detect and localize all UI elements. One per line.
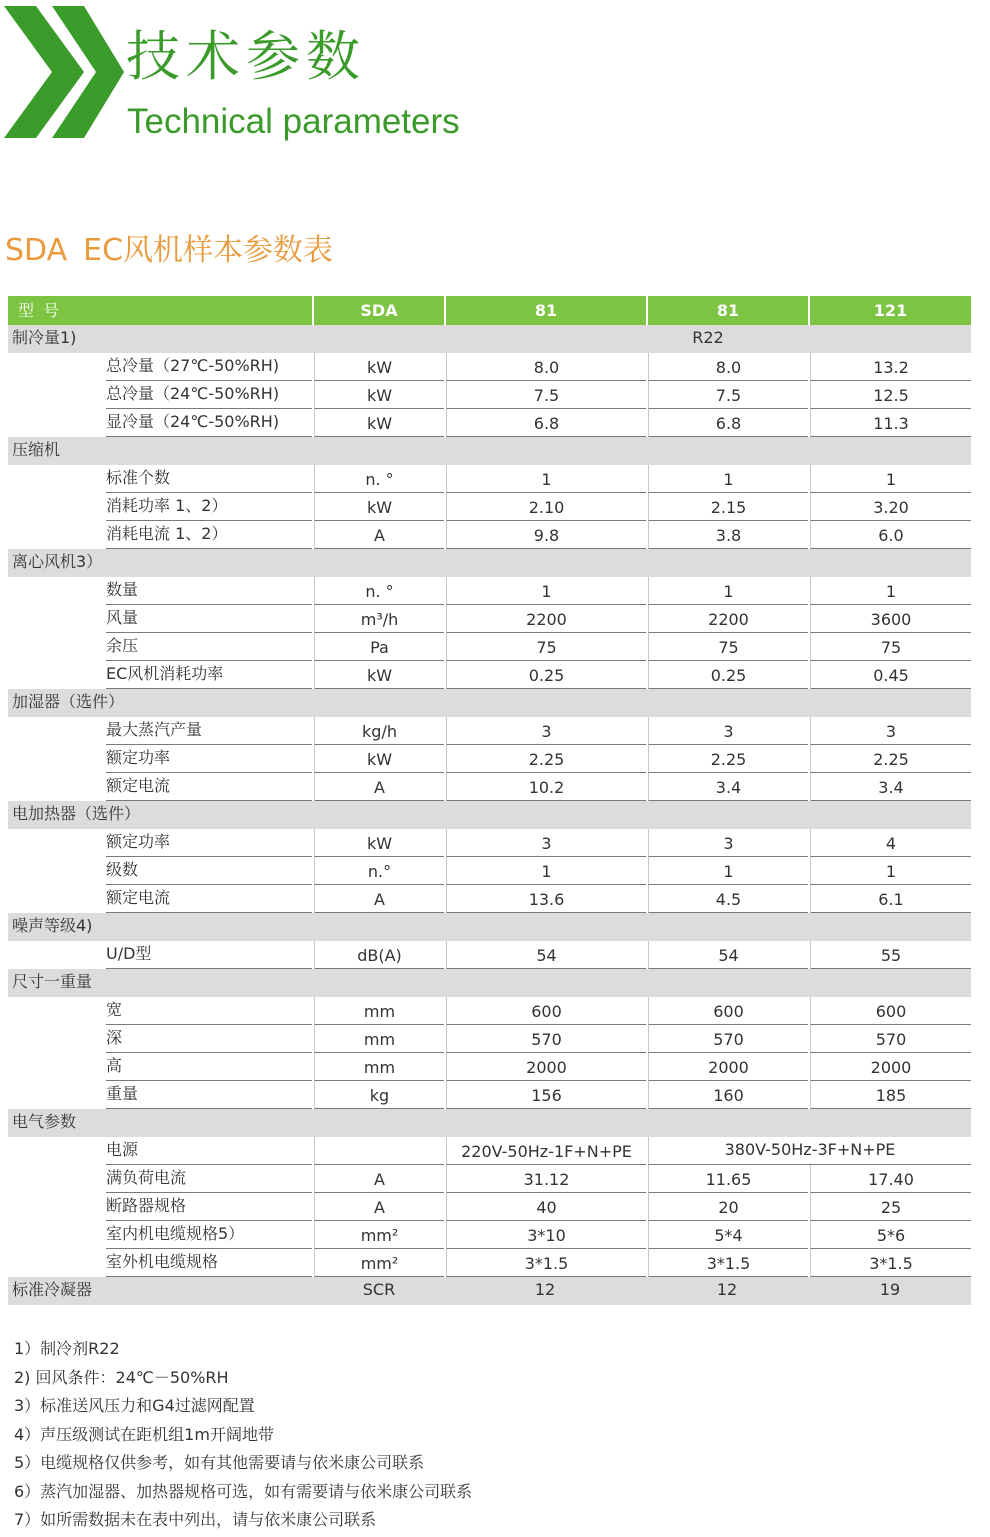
row-value-1: 1 xyxy=(446,857,646,885)
chevron-logo-icon xyxy=(0,0,130,145)
table-row xyxy=(8,1193,971,1221)
table-row xyxy=(8,409,971,437)
row-value-3: 185 xyxy=(810,1081,971,1109)
row-value-2: 3 xyxy=(648,829,808,857)
section-span-value: R22 xyxy=(692,328,724,347)
row-value-3: 3*1.5 xyxy=(810,1249,971,1277)
row-value-1: 3*10 xyxy=(446,1221,646,1249)
row-value-1: 31.12 xyxy=(446,1165,646,1193)
row-unit: A xyxy=(314,521,444,549)
final-row-value-2: 12 xyxy=(716,1280,738,1299)
section-row xyxy=(8,801,971,829)
row-value-3: 3 xyxy=(810,717,971,745)
row-unit: kW xyxy=(314,829,444,857)
row-value-1: 7.5 xyxy=(446,381,646,409)
row-label: 总冷量（27℃-50%RH) xyxy=(106,353,312,381)
final-row-label: 标准冷凝器 xyxy=(12,1280,93,1299)
table-row xyxy=(8,885,971,913)
row-label: 重量 xyxy=(106,1081,312,1109)
footnote-item: 6）蒸汽加湿器、加热器规格可选，如有需要请与依米康公司联系 xyxy=(14,1481,473,1501)
table-row xyxy=(8,1221,971,1249)
row-value-1: 2200 xyxy=(446,605,646,633)
row-value-2: 7.5 xyxy=(648,381,808,409)
row-label: 电源 xyxy=(106,1137,312,1165)
row-value-2: 5*4 xyxy=(648,1221,808,1249)
spec-table xyxy=(8,296,971,1305)
row-value-2: 3.4 xyxy=(648,773,808,801)
table-row xyxy=(8,1081,971,1109)
row-unit: kW xyxy=(314,493,444,521)
row-label: 满负荷电流 xyxy=(106,1165,312,1193)
row-value-2: 600 xyxy=(648,997,808,1025)
row-value-1: 570 xyxy=(446,1025,646,1053)
row-value-2: 6.8 xyxy=(648,409,808,437)
table-row xyxy=(8,353,971,381)
section-label: 加湿器（选件） xyxy=(12,692,125,711)
row-value-3: 5*6 xyxy=(810,1221,971,1249)
table-row xyxy=(8,1249,971,1277)
table-row xyxy=(8,717,971,745)
row-value-1: 9.8 xyxy=(446,521,646,549)
table-body xyxy=(8,325,971,1305)
row-unit: kg/h xyxy=(314,717,444,745)
row-value-1: 0.25 xyxy=(446,661,646,689)
header-col-2: 81 xyxy=(648,296,808,325)
row-label: 消耗功率 1、2） xyxy=(106,493,312,521)
table-heading-model: SDA xyxy=(5,233,68,268)
row-label: 余压 xyxy=(106,633,312,661)
row-value-2: 4.5 xyxy=(648,885,808,913)
row-value-1: 8.0 xyxy=(446,353,646,381)
table-row xyxy=(8,1165,971,1193)
footnote-item: 7）如所需数据未在表中列出，请与依米康公司联系 xyxy=(14,1510,377,1529)
table-row xyxy=(8,1137,971,1165)
row-value-1: 75 xyxy=(446,633,646,661)
row-value-1: 3 xyxy=(446,829,646,857)
row-value-2: 1 xyxy=(648,465,808,493)
header-col-1: 81 xyxy=(446,296,646,325)
row-unit: n. ° xyxy=(314,465,444,493)
row-label: 显冷量（24℃-50%RH) xyxy=(106,409,312,437)
row-value-2: 3*1.5 xyxy=(648,1249,808,1277)
final-row-value-1: 12 xyxy=(534,1280,556,1299)
row-value-3: 2000 xyxy=(810,1053,971,1081)
section-row xyxy=(8,549,971,577)
row-unit: A xyxy=(314,1193,444,1221)
section-row xyxy=(8,1109,971,1137)
row-value-1: 220V-50Hz-1F+N+PE xyxy=(446,1137,646,1165)
section-row xyxy=(8,689,971,717)
row-label: U/D型 xyxy=(106,941,312,969)
row-unit: kW xyxy=(314,353,444,381)
table-row xyxy=(8,381,971,409)
row-unit: n. ° xyxy=(314,577,444,605)
row-value-3: 13.2 xyxy=(810,353,971,381)
row-label: 额定电流 xyxy=(106,885,312,913)
row-value-2: 3.8 xyxy=(648,521,808,549)
page-title-en: Technical parameters xyxy=(127,102,460,141)
row-label: 总冷量（24℃-50%RH) xyxy=(106,381,312,409)
row-value-1: 10.2 xyxy=(446,773,646,801)
row-value-3: 570 xyxy=(810,1025,971,1053)
header-col-3: 121 xyxy=(810,296,971,325)
row-label: 标准个数 xyxy=(106,465,312,493)
row-unit: mm xyxy=(314,1025,444,1053)
row-value-1: 2000 xyxy=(446,1053,646,1081)
table-row xyxy=(8,857,971,885)
row-value-2: 1 xyxy=(648,857,808,885)
page-title-cn: 技术参数 xyxy=(126,25,366,88)
row-value-3: 1 xyxy=(810,465,971,493)
row-label: 风量 xyxy=(106,605,312,633)
section-row xyxy=(8,437,971,465)
row-value-1: 2.10 xyxy=(446,493,646,521)
row-value-2: 54 xyxy=(648,941,808,969)
table-row xyxy=(8,745,971,773)
row-label: 室内机电缆规格5） xyxy=(106,1221,312,1249)
row-label: 室外机电缆规格 xyxy=(106,1249,312,1277)
row-unit: n.° xyxy=(314,857,444,885)
row-value-2: 160 xyxy=(648,1081,808,1109)
section-row xyxy=(8,969,971,997)
row-value-1: 1 xyxy=(446,577,646,605)
row-label: 宽 xyxy=(106,997,312,1025)
row-value-2: 0.25 xyxy=(648,661,808,689)
table-row xyxy=(8,1053,971,1081)
table-row xyxy=(8,661,971,689)
row-unit: kW xyxy=(314,745,444,773)
row-value-1: 3 xyxy=(446,717,646,745)
row-value-3: 3.4 xyxy=(810,773,971,801)
row-label: 额定功率 xyxy=(106,829,312,857)
final-row-value-3: 19 xyxy=(879,1280,901,1299)
row-value-1: 156 xyxy=(446,1081,646,1109)
row-value-3: 25 xyxy=(810,1193,971,1221)
section-label: 电加热器（选件） xyxy=(12,804,141,823)
row-value-2: 75 xyxy=(648,633,808,661)
final-row xyxy=(8,1277,971,1305)
row-unit: kW xyxy=(314,381,444,409)
row-value-2: 20 xyxy=(648,1193,808,1221)
row-unit: mm xyxy=(314,997,444,1025)
row-label: 额定功率 xyxy=(106,745,312,773)
table-heading xyxy=(5,233,334,268)
row-value-3: 1 xyxy=(810,857,971,885)
row-value-2: 2.15 xyxy=(648,493,808,521)
footnote-item: 4）声压级测试在距机组1m开阔地带 xyxy=(14,1424,274,1444)
row-value-3: 0.45 xyxy=(810,661,971,689)
row-value-3: 11.3 xyxy=(810,409,971,437)
table-row xyxy=(8,521,971,549)
row-value-2-3: 380V-50Hz-3F+N+PE xyxy=(648,1137,971,1165)
row-value-1: 3*1.5 xyxy=(446,1249,646,1277)
row-unit: kW xyxy=(314,409,444,437)
row-label: 消耗电流 1、2） xyxy=(106,521,312,549)
row-value-3: 3600 xyxy=(810,605,971,633)
row-label: 额定电流 xyxy=(106,773,312,801)
row-value-3: 2.25 xyxy=(810,745,971,773)
table-row xyxy=(8,829,971,857)
row-unit: kg xyxy=(314,1081,444,1109)
section-label: 电气参数 xyxy=(12,1112,77,1131)
row-unit: dB(A) xyxy=(314,941,444,969)
row-value-2: 2000 xyxy=(648,1053,808,1081)
row-unit: mm xyxy=(314,1053,444,1081)
row-value-2: 570 xyxy=(648,1025,808,1053)
row-value-1: 6.8 xyxy=(446,409,646,437)
table-row xyxy=(8,577,971,605)
row-label: 断路器规格 xyxy=(106,1193,312,1221)
table-row xyxy=(8,465,971,493)
final-row-unit: SCR xyxy=(362,1280,396,1299)
row-value-1: 1 xyxy=(446,465,646,493)
row-label: 级数 xyxy=(106,857,312,885)
table-heading-title: EC风机样本参数表 xyxy=(83,233,334,268)
row-value-1: 2.25 xyxy=(446,745,646,773)
row-value-3: 4 xyxy=(810,829,971,857)
row-unit: mm² xyxy=(314,1221,444,1249)
row-label: 数量 xyxy=(106,577,312,605)
row-value-2: 8.0 xyxy=(648,353,808,381)
section-label: 压缩机 xyxy=(12,440,61,459)
row-label: EC风机消耗功率 xyxy=(106,661,312,689)
section-row xyxy=(8,913,971,941)
section-label: 制冷量1) xyxy=(12,328,77,347)
row-unit xyxy=(314,1137,444,1165)
row-unit: A xyxy=(314,773,444,801)
footnotes xyxy=(14,1337,714,1537)
row-label: 高 xyxy=(106,1053,312,1081)
table-header-row xyxy=(8,296,971,325)
footnote-item: 1）制冷剂R22 xyxy=(14,1339,120,1358)
row-value-1: 13.6 xyxy=(446,885,646,913)
header-unit: SDA xyxy=(314,296,444,325)
table-row xyxy=(8,941,971,969)
row-value-3: 1 xyxy=(810,577,971,605)
section-label: 噪声等级4) xyxy=(12,916,93,935)
row-value-3: 6.1 xyxy=(810,885,971,913)
row-value-3: 17.40 xyxy=(810,1165,971,1193)
row-value-1: 600 xyxy=(446,997,646,1025)
row-unit: Pa xyxy=(314,633,444,661)
table-row xyxy=(8,997,971,1025)
row-unit: kW xyxy=(314,661,444,689)
section-row xyxy=(8,325,971,353)
footnote-item: 5）电缆规格仅供参考，如有其他需要请与依米康公司联系 xyxy=(14,1453,425,1472)
footnote-item: 2) 回风条件：24℃－50%RH xyxy=(14,1367,229,1387)
row-unit: mm² xyxy=(314,1249,444,1277)
row-value-2: 11.65 xyxy=(648,1165,808,1193)
row-value-3: 55 xyxy=(810,941,971,969)
row-label: 最大蒸汽产量 xyxy=(106,717,312,745)
row-unit: A xyxy=(314,885,444,913)
header-model: 型 号 xyxy=(8,296,312,325)
row-value-3: 75 xyxy=(810,633,971,661)
row-value-2: 2.25 xyxy=(648,745,808,773)
row-unit: m³/h xyxy=(314,605,444,633)
table-row xyxy=(8,633,971,661)
table-row xyxy=(8,493,971,521)
row-unit: A xyxy=(314,1165,444,1193)
table-row xyxy=(8,605,971,633)
table-row xyxy=(8,1025,971,1053)
row-value-2: 3 xyxy=(648,717,808,745)
row-value-3: 3.20 xyxy=(810,493,971,521)
table-row xyxy=(8,773,971,801)
footnote-item: 3）标准送风压力和G4过滤网配置 xyxy=(14,1396,255,1415)
row-value-1: 40 xyxy=(446,1193,646,1221)
row-value-3: 600 xyxy=(810,997,971,1025)
section-label: 离心风机3） xyxy=(12,552,103,571)
row-value-2: 1 xyxy=(648,577,808,605)
row-label: 深 xyxy=(106,1025,312,1053)
row-value-2: 2200 xyxy=(648,605,808,633)
section-label: 尺寸一重量 xyxy=(12,972,93,991)
row-value-1: 54 xyxy=(446,941,646,969)
row-value-3: 6.0 xyxy=(810,521,971,549)
row-value-3: 12.5 xyxy=(810,381,971,409)
